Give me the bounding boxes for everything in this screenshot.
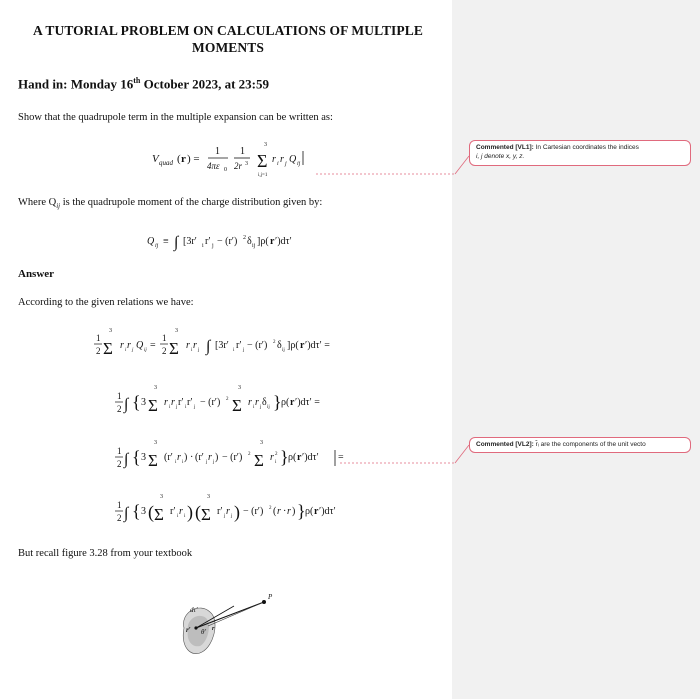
- svg-text:j: j: [243, 348, 245, 353]
- svg-text:∫: ∫: [124, 451, 129, 468]
- svg-text:2r: 2r: [234, 161, 243, 171]
- svg-text:Q: Q: [289, 154, 297, 165]
- svg-text:1: 1: [215, 146, 220, 157]
- svg-text:(: (: [148, 502, 154, 522]
- svg-text:2: 2: [162, 346, 167, 356]
- svg-text:r′: r′: [217, 506, 223, 517]
- svg-text:2: 2: [117, 404, 122, 414]
- svg-text:1: 1: [240, 146, 245, 157]
- comment-tag: Commented [VL2]:: [476, 441, 534, 448]
- comment-text: r̂ᵢ are the components of the unit vecto: [533, 441, 646, 448]
- svg-text:1: 1: [162, 333, 167, 343]
- svg-text:3: 3: [245, 161, 248, 167]
- svg-text:1: 1: [117, 500, 122, 510]
- svg-text:r: r: [181, 153, 186, 165]
- svg-text:·: ·: [283, 506, 287, 517]
- svg-text:− (r′): − (r′): [200, 397, 221, 408]
- svg-text:}: }: [280, 447, 289, 467]
- svg-text:− (r′): − (r′): [243, 506, 264, 517]
- svg-text:V: V: [152, 153, 159, 165]
- svg-text:r: r: [179, 506, 183, 517]
- comment-text: In Cartesian coordinates the indices: [533, 144, 639, 151]
- svg-text:r: r: [300, 340, 305, 351]
- svg-text:2: 2: [248, 452, 251, 457]
- svg-text:j: j: [285, 161, 287, 167]
- svg-text:ρ(: ρ(: [288, 452, 297, 463]
- svg-text:r: r: [270, 236, 275, 247]
- svg-text:r′: r′: [186, 626, 191, 634]
- instruction-text: Show that the quadrupole term in the multiple expansion can be written as:: [18, 112, 333, 123]
- svg-text:∫: ∫: [124, 505, 129, 522]
- svg-text:2: 2: [275, 452, 278, 457]
- svg-text:i: i: [275, 460, 277, 465]
- svg-text:Σ: Σ: [232, 396, 242, 415]
- svg-text:i: i: [177, 514, 179, 519]
- svg-text:3: 3: [260, 440, 263, 446]
- svg-text:− (r′): − (r′): [222, 452, 243, 463]
- svg-text:3: 3: [141, 397, 146, 408]
- svg-text:(: (: [195, 502, 201, 522]
- svg-text:Q: Q: [147, 236, 155, 247]
- svg-text:(r′: (r′: [195, 452, 204, 463]
- hand-in-prefix: Hand in: Monday 16: [18, 76, 134, 92]
- svg-text:i: i: [175, 460, 177, 465]
- svg-text:i: i: [125, 348, 127, 353]
- svg-text:j: j: [198, 348, 200, 353]
- svg-text:∫: ∫: [206, 338, 211, 355]
- svg-text:3: 3: [264, 142, 267, 148]
- svg-text:′)dτ′: ′)dτ′: [319, 506, 336, 517]
- svg-text:i: i: [202, 243, 204, 249]
- svg-text:i: i: [169, 405, 171, 410]
- svg-text:∫: ∫: [174, 234, 179, 251]
- svg-text:δ: δ: [277, 340, 282, 351]
- svg-text:ij: ij: [267, 405, 270, 410]
- svg-text:Σ: Σ: [148, 451, 158, 470]
- svg-text:r: r: [277, 506, 281, 517]
- svg-text:(: (: [177, 153, 181, 165]
- svg-text:r: r: [226, 506, 230, 517]
- svg-text:Σ: Σ: [257, 151, 268, 171]
- svg-text:r: r: [272, 154, 276, 165]
- svg-text:4πε: 4πε: [207, 161, 220, 171]
- comment-tag: Commented [VL1]:: [476, 144, 534, 151]
- svg-text:{: {: [132, 501, 141, 521]
- svg-text:3: 3: [175, 328, 178, 334]
- svg-text:Σ: Σ: [201, 505, 211, 524]
- svg-text:′)dτ′: ′)dτ′: [302, 452, 319, 463]
- svg-text:]ρ(: ]ρ(: [257, 236, 269, 247]
- svg-text:3: 3: [154, 440, 157, 446]
- svg-text:3: 3: [109, 328, 112, 334]
- svg-text:r′: r′: [187, 397, 193, 408]
- svg-text:2: 2: [117, 459, 122, 469]
- svg-text:ij: ij: [282, 348, 285, 353]
- svg-text:(: (: [273, 506, 277, 517]
- svg-text:3: 3: [238, 385, 241, 391]
- svg-text:Σ: Σ: [154, 505, 164, 524]
- comment-text-line2: i, j denote x, y, z.: [476, 152, 525, 160]
- svg-text:r′: r′: [170, 506, 176, 517]
- recall-text: But recall figure 3.28 from your textbook: [18, 548, 193, 559]
- svg-text:3: 3: [160, 494, 163, 500]
- svg-text:r′: r′: [236, 340, 242, 351]
- svg-text:(r′: (r′: [164, 452, 173, 463]
- svg-text:3: 3: [141, 452, 146, 463]
- svg-text:ρ(: ρ(: [281, 397, 290, 408]
- svg-text:): ): [187, 502, 193, 522]
- svg-text:Σ: Σ: [169, 339, 179, 358]
- svg-text:ij: ij: [297, 161, 301, 167]
- svg-text:′)dτ′ =: ′)dτ′ =: [295, 397, 320, 408]
- svg-text:Σ: Σ: [254, 451, 264, 470]
- svg-text:r: r: [208, 452, 212, 463]
- svg-text:1: 1: [117, 446, 122, 456]
- svg-text:r: r: [186, 340, 190, 351]
- svg-text:i: i: [277, 161, 279, 167]
- svg-text:i: i: [233, 348, 235, 353]
- svg-text:P: P: [268, 593, 273, 601]
- svg-text:{: {: [132, 392, 141, 412]
- svg-text:j: j: [194, 405, 196, 410]
- svg-text:[3r′: [3r′: [215, 340, 229, 351]
- svg-text:3: 3: [207, 494, 210, 500]
- svg-text:ij: ij: [155, 243, 159, 249]
- svg-text:r: r: [290, 397, 295, 408]
- svg-text:i,j=1: i,j=1: [258, 173, 268, 178]
- svg-text:]ρ(: ]ρ(: [287, 340, 299, 351]
- svg-text:}: }: [273, 392, 282, 412]
- hand-in-superscript: th: [133, 76, 141, 85]
- svg-text:i: i: [191, 348, 193, 353]
- svg-text:Σ: Σ: [103, 339, 113, 358]
- svg-text:i: i: [253, 405, 255, 410]
- svg-text:r: r: [193, 340, 197, 351]
- svg-text:− (r′): − (r′): [217, 236, 238, 247]
- answer-heading: Answer: [18, 268, 55, 280]
- svg-text:3: 3: [141, 506, 146, 517]
- svg-text:ij: ij: [252, 243, 256, 249]
- svg-text:′)dτ′: ′)dτ′: [275, 236, 292, 247]
- svg-text:i: i: [184, 514, 186, 519]
- svg-text:r: r: [314, 506, 319, 517]
- svg-text:i: i: [185, 405, 187, 410]
- svg-text:r: r: [297, 452, 302, 463]
- svg-text:j: j: [260, 405, 262, 410]
- svg-text:2: 2: [117, 513, 122, 523]
- svg-text:δ: δ: [247, 236, 252, 247]
- document-title: A TUTORIAL PROBLEM ON CALCULATIONS OF MULTIPLE MOMENTS: [33, 23, 423, 55]
- svg-text:r: r: [177, 452, 181, 463]
- svg-text:r′: r′: [205, 236, 211, 247]
- svg-text:2: 2: [226, 397, 229, 402]
- svg-text:′)dτ′ =: ′)dτ′ =: [305, 340, 330, 351]
- svg-text:dτ′: dτ′: [190, 606, 198, 614]
- svg-text:j: j: [224, 514, 226, 519]
- svg-text:·: ·: [190, 452, 194, 463]
- svg-text:j: j: [206, 460, 208, 465]
- svg-text:r: r: [248, 397, 252, 408]
- svg-text:): ): [234, 502, 240, 522]
- svg-text:{: {: [132, 447, 141, 467]
- svg-text:≡: ≡: [163, 236, 169, 247]
- svg-text:r: r: [164, 397, 168, 408]
- svg-text:θ′: θ′: [201, 628, 206, 636]
- svg-text:Σ: Σ: [148, 396, 158, 415]
- svg-text:r: r: [120, 340, 124, 351]
- svg-text:r: r: [127, 340, 131, 351]
- according-text: According to the given relations we have:: [18, 297, 194, 308]
- svg-text:δ: δ: [262, 397, 267, 408]
- svg-text:=: =: [150, 340, 156, 351]
- svg-text:3: 3: [154, 385, 157, 391]
- hand-in-suffix: October 2023, at 23:59: [140, 76, 270, 92]
- svg-text:2: 2: [269, 506, 272, 511]
- where-text: Where $Q_{ij}$ is the quadrupole moment of the charge distribution given by:: [18, 197, 323, 211]
- svg-text:j: j: [213, 460, 215, 465]
- svg-text:quad: quad: [159, 159, 173, 167]
- svg-text:∫: ∫: [124, 396, 129, 413]
- svg-text:r: r: [270, 452, 274, 463]
- svg-text:j: j: [231, 514, 233, 519]
- svg-text:): ): [215, 452, 219, 463]
- svg-text:j: j: [132, 348, 134, 353]
- svg-text:0: 0: [224, 167, 227, 173]
- svg-text:r: r: [280, 154, 284, 165]
- svg-text:2: 2: [96, 346, 101, 356]
- svg-text:r′: r′: [178, 397, 184, 408]
- comment-balloon-vl2[interactable]: [469, 437, 691, 453]
- svg-text:): ): [292, 506, 296, 517]
- svg-text:r: r: [287, 506, 291, 517]
- svg-text:ij: ij: [144, 348, 147, 353]
- svg-text:2: 2: [243, 235, 246, 241]
- svg-text:) =: ) =: [187, 153, 200, 165]
- comment-balloon-vl1[interactable]: [469, 140, 691, 166]
- svg-text:− (r′): − (r′): [247, 340, 268, 351]
- svg-text:[3r′: [3r′: [183, 236, 197, 247]
- svg-text:1: 1: [96, 333, 101, 343]
- svg-text:Q: Q: [136, 340, 144, 351]
- svg-text:r: r: [255, 397, 259, 408]
- svg-text:i: i: [182, 460, 184, 465]
- svg-text:): ): [184, 452, 188, 463]
- svg-text:j: j: [176, 405, 178, 410]
- svg-text:r: r: [171, 397, 175, 408]
- svg-text:j: j: [212, 243, 214, 249]
- svg-text:2: 2: [273, 340, 276, 345]
- svg-text:}: }: [297, 501, 306, 521]
- svg-text:1: 1: [117, 391, 122, 401]
- svg-text:ρ(: ρ(: [305, 506, 314, 517]
- svg-text:=: =: [338, 452, 344, 463]
- svg-text:r: r: [212, 626, 215, 632]
